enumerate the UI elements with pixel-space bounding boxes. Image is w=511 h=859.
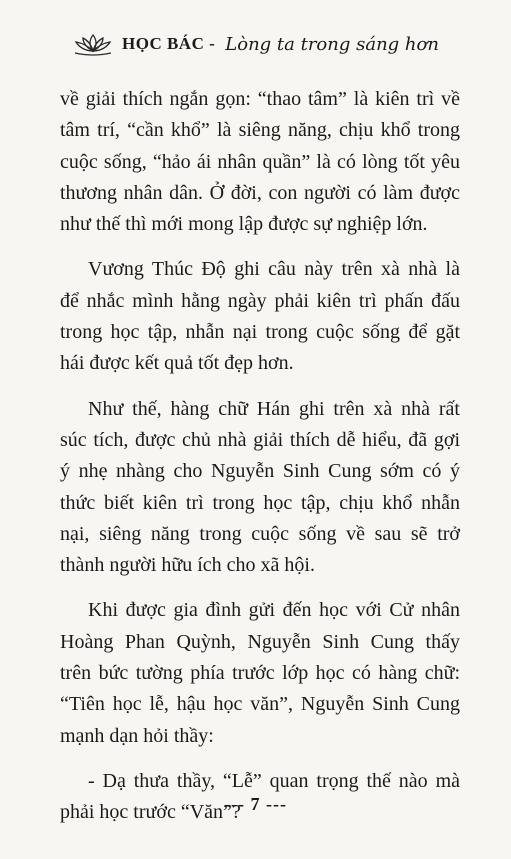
- text-line: Như thế, hàng chữ Hán ghi trên xà nhà rất: [88, 397, 460, 420]
- lotus-icon: [72, 32, 114, 56]
- book-subtitle: Lòng ta trong sáng hơn: [225, 33, 439, 55]
- text-line: như thế thì mới mong lập được sự nghiệp lớn.: [60, 213, 428, 236]
- paragraph: [60, 254, 460, 379]
- text-line: hái được kết quả tốt đẹp hơn.: [60, 352, 294, 375]
- text-line: thành người hữu ích cho xã hội.: [60, 554, 315, 577]
- paragraph: [60, 595, 460, 751]
- text-line: súc tích, được chủ nhà giải thích dễ hiểu, đã gợi: [60, 428, 460, 451]
- text-line: - Dạ thưa thầy, “Lễ” quan trọng thế nào mà: [88, 769, 460, 792]
- text-line: nại, siêng năng trong cuộc sống về sau sẽ trở: [60, 522, 460, 545]
- running-header: [72, 30, 492, 58]
- page-body: [60, 84, 460, 829]
- text-line: cuộc sống, “hảo ái nhân quần” là có lòng tốt yêu: [60, 150, 460, 173]
- text-line: “Tiên học lễ, hậu học văn”, Nguyễn Sinh Cung: [60, 693, 460, 716]
- text-line: trong học tập, nhẫn nại trong cuộc sống để gặt: [60, 321, 460, 344]
- text-line: tâm trí, “cần khổ” là siêng năng, chịu khổ trong: [60, 119, 460, 142]
- text-line: thương nhân dân. Ở đời, con người có làm được: [60, 181, 460, 204]
- text-line: trên bức tường phía trước lớp học có hàng chữ:: [60, 662, 460, 685]
- page-number: --- 7 ---: [224, 794, 287, 814]
- text-line: Khi được gia đình gửi đến học với Cử nhân: [88, 599, 460, 622]
- text-line: thức biết kiên trì trong học tập, chịu khổ nhẫn: [60, 491, 460, 514]
- text-line: để nhắc mình hằng ngày phải kiên trì phấn đấu: [60, 289, 460, 312]
- text-line: về giải thích ngắn gọn: “thao tâm” là kiên trì về: [60, 88, 460, 110]
- paragraph: [60, 84, 460, 240]
- text-line: ý nhẹ nhàng cho Nguyễn Sinh Cung sớm có ý: [60, 460, 460, 483]
- text-line: mạnh dạn hỏi thầy:: [60, 724, 214, 747]
- text-line: Hoàng Phan Quỳnh, Nguyễn Sinh Cung thấy: [60, 630, 460, 653]
- series-title: HỌC BÁC -: [122, 34, 216, 53]
- text-line: Vương Thúc Độ ghi câu này trên xà nhà là: [88, 258, 460, 281]
- text-line: phải học trước “Văn”?: [60, 801, 241, 824]
- paragraph: [60, 394, 460, 582]
